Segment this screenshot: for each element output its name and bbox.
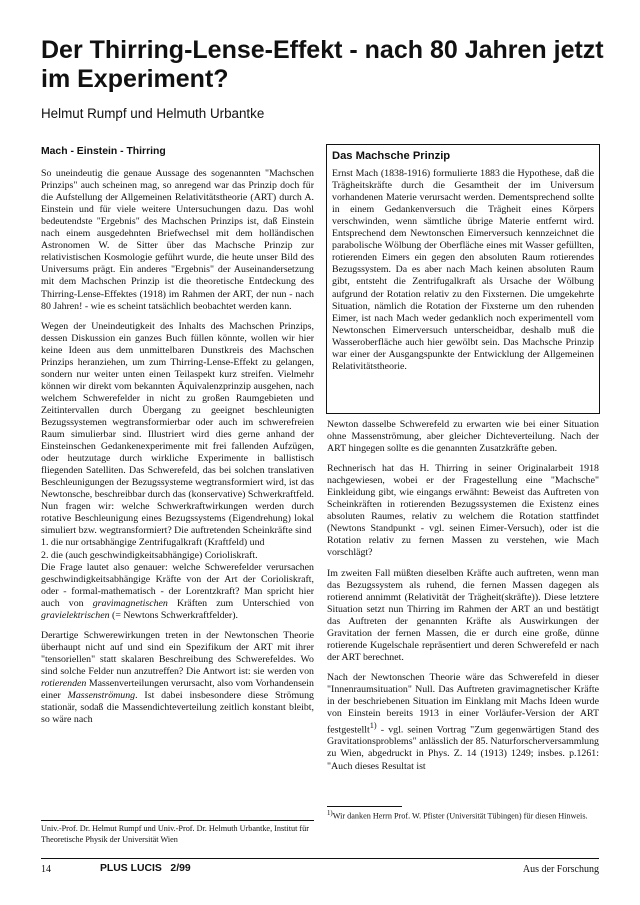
- text-run: Massenverteilungen verursacht, also vom Vorhandensein einer: [41, 677, 314, 702]
- text-run: Derartige Schwerewirkungen treten in der Newtonschen Theorie überhaupt nicht auf und sind ein Spezifikum der ART mit ihrer "tensoriellen" statt skalaren Beschreibung des Schwerefeldes. Wo sind solche Felder nun anzutreffen? Die Antwort ist: sie werden von: [41, 629, 314, 677]
- footnote-right: [327, 809, 599, 822]
- emphasis: gravielektrischen: [41, 609, 110, 621]
- right-column: [327, 419, 599, 781]
- paragraph: So uneindeutig die genaue Aussage des sogenannten "Machschen Prinzips" auch scheinen mag, so anregend war das Prinzip doch für die Aufstellung der Allgemeinen Relativitätstheorie (ART) durch A. Einstein und für viele weitere Untersuchungen dazu. Das wohl bedeutendste "Ergebnis" des Machschen Prinzips ist, daß Einstein nach einem ausgedehnten Briefwechsel mit dem holländischen Astronomen W. de Sitter über das Machsche Prinzip zur relativistischen Kosmologie geführt wurde, die heute unser Bild des Universums prägt. Ein anderes "Ergebnis" der Auseinandersetzung mit dem Machschen Prinzip ist die theoretische Entdeckung des Thirring-Lense-Effektes (1918) im Rahmen der ART, der nun - nach 80 Jahren! - wie es scheint tatsächlich beobachtet werden kann.: [41, 168, 314, 312]
- text-run: (= Newtons Schwerkraftfelder).: [109, 609, 238, 621]
- paragraph: Wegen der Uneindeutigkeit des Inhalts des Machschen Prinzips, dessen Diskussion ein ganzes Buch füllen könnte, wollen wir hier keine Ideen aus dem unmittelbaren Dunstkreis des Machschen Prinzips heranziehen, um zum Thirring-Lense-Effekt zu gelangen, sondern nur weiter unten einen Teilaspekt kurz streifen. Vielmehr können wir direkt vom bekannten Äquivalenzprinzip ausgehen, nach welchem Schwerefelder in nicht zu großen Raumgebieten und Zeitintervallen durch Übergang zu geeignet beschleunigten Bezugssystemen wegtransformierbar oder auch im schwerefreien Raum simulierbar sind. Illustriert wird dies gerne anhand der Einsteinschen Gedankenexperimente mit frei fallenden Aufzügen, oder heutzutage durch wirkliche Experimente in ballistisch fliegenden Satelliten. Das Schwerefeld, das bei solchen translativen Beschleunigungen der Bezugssysteme wegtransformiert wird, ist das Newtonsche, beschreibbar durch das (konservative) Schwerkraftfeld. Nun fragen wir: welche Schwerkraftwirkungen werden durch rotative Beschleunigung eines Bezugssystems (Eigendrehung) lokal simuliert bzw. wegtransformiert? Die auftretenden Scheinkräfte sind: [41, 320, 314, 537]
- paragraph: Im zweiten Fall müßten dieselben Kräfte auch auftreten, wenn man das Bezugssystem als ruhend, die fernen Massen dagegen als rotierend annimmt (Relativität der Trägheit(skräfte)). Diese letztere Situation setzt nun Thirring im Rahmen der ART an und bestätigt das Auftreten der genannten Kräfte als Auswirkungen der Gravitation der fernen Massen, die er durch eine große, dünne rotierende Kugelschale repräsentiert und deren Schwerefeld er nach der ART berechnet.: [327, 567, 599, 663]
- footnote-reference: 1): [369, 721, 377, 731]
- list-item: 1. die nur ortsabhängige Zentrifugalkraft (Kraftfeld) und: [41, 537, 265, 549]
- article-title: Der Thirring-Lense-Effekt - nach 80 Jahren jetzt im Experiment?: [41, 36, 604, 93]
- footnote-mark: 1): [327, 810, 333, 817]
- author-affiliation-line: Institut für Theoretische Physik der Universität Wien: [41, 824, 309, 844]
- paragraph: [327, 672, 599, 773]
- emphasis: rotierenden: [41, 677, 87, 689]
- text-run: . Ist dabei insbesondere diese Strömung stationär, sodaß die Massendichteverteilung zeitlich konstant bleibt, so wäre nach: [41, 690, 314, 726]
- left-column: [41, 146, 314, 734]
- emphasis: Massenströmung: [67, 690, 136, 702]
- text-run: Kräften zum Unterschied von: [167, 597, 314, 609]
- author-note-divider: [41, 820, 314, 821]
- author-affiliation: [41, 824, 314, 845]
- article-authors: Helmut Rumpf und Helmuth Urbantke: [41, 106, 265, 121]
- paragraph: Newton dasselbe Schwerefeld zu erwarten wie bei einer Situation ohne Massenströmung, aber gleicher Dichteverteilung. Nach der ART hingegen sollte es die genannten Zusatzkräfte geben.: [327, 419, 599, 455]
- section-name: Aus der Forschung: [522, 864, 599, 875]
- section-heading: Mach - Einstein - Thirring: [41, 146, 166, 157]
- footnote-text: Wir danken Herrn Prof. W. Pfister (Universität Tübingen) für diesen Hinweis.: [332, 811, 588, 821]
- text-run: Nach der Newtonschen Theorie wäre das Schwerefeld in dieser "Innenraumsituation" Null. Das Auftreten gravimagnetischer Kräfte in der beschriebenen Situation im Einklang mit Machs Ideen wurde von Einstein bereits 1913 in einer Vorläufer-Version der ART festgestellt: [327, 671, 599, 736]
- list-item: 2. die (auch geschwindigkeitsabhängige) Corioliskraft.: [41, 549, 258, 561]
- text-run: - vgl. seinen Vortrag "Zum gegenwärtigen Stand des Gravitationsproblems" anlässlich der 85. Naturforscherversammlung zu Wien, abgedruckt in Phys. Z. 14 (1913) 1249; insbes. p.1261: "Auch dieses Resultat ist: [327, 724, 599, 772]
- emphasis: gravimagnetischen: [92, 597, 168, 609]
- journal-name: PLUS LUCIS 2/99: [100, 863, 191, 874]
- box-title: Das Machsche Prinzip: [332, 150, 451, 162]
- text-run: Die Frage lautet also genauer: welche Schwerefelder verursachen geschwindigkeitsabhängige Kräfte von der Art der Corioliskraft, oder - formal-mathematisch - der Lorentzkraft? Man spricht hier auch von: [41, 561, 314, 609]
- page-number: 14: [41, 864, 51, 875]
- paragraph: [41, 562, 314, 622]
- machsches-prinzip-box: [326, 144, 600, 414]
- footer-rule: [41, 858, 599, 859]
- box-text: Ernst Mach (1838-1916) formulierte 1883 die Hypothese, daß die Trägheitskräfte durch die Gesamtheit der im Universum vorhandenen Materie verursacht werden. Dementsprechend sollte in einem Gedankenversuch die Trägheit eines Körpers verschwinden, wenn sämtliche übrige Materie entfernt wird. Entsprechend dem Newtonschen Eimerversuch kennzeichnet die parabolische Wölbung der Oberfläche eines mit Wasser gefüllten, rotierenden Eimers ein gegen den absoluten Raum rotierendes Bezugssystem. Da es aber nach Mach keinen absoluten Raum gibt, entsteht die Zentrifugalkraft als Ursache der Wölbung aufgrund der Rotation relativ zu den Fixsternen. Die umgekehrte Situation, nämlich die Rotation der Fixsterne um den ruhenden Eimer, ist nach Mach weder gedanklich noch experimentell vom Newtonschen Eimerversuch unterscheidbar, deshalb muß die Wasseroberfläche auch hier gewölbt sein. Das Machsche Prinzip war einer der Ausgangspunkte der Entwicklung der Allgemeinen Relativitätstheorie.: [332, 168, 594, 372]
- paragraph: [41, 630, 314, 726]
- paragraph: Rechnerisch hat das H. Thirring in seiner Originalarbeit 1918 nachgewiesen, wobei er der Fragestellung eine "Machsche" Einkleidung gibt, wie eingangs erwähnt: Beweist das Auftreten von Scheinkräften in rotierenden Bezugssystemen die Existenz eines absoluten Raumes, relativ zu welchem die Rotation stattfindet (Newtons Standpunkt - vgl. seinen Eimer-Versuch), oder ist die Rotation relativ zu fernen Massen zu verstehen, wie Mach vorschlägt?: [327, 463, 599, 559]
- footnote-divider: [327, 806, 402, 807]
- author-affiliation-line: Univ.-Prof. Dr. Helmut Rumpf und Univ.-Prof. Dr. Helmuth Urbantke,: [41, 824, 273, 833]
